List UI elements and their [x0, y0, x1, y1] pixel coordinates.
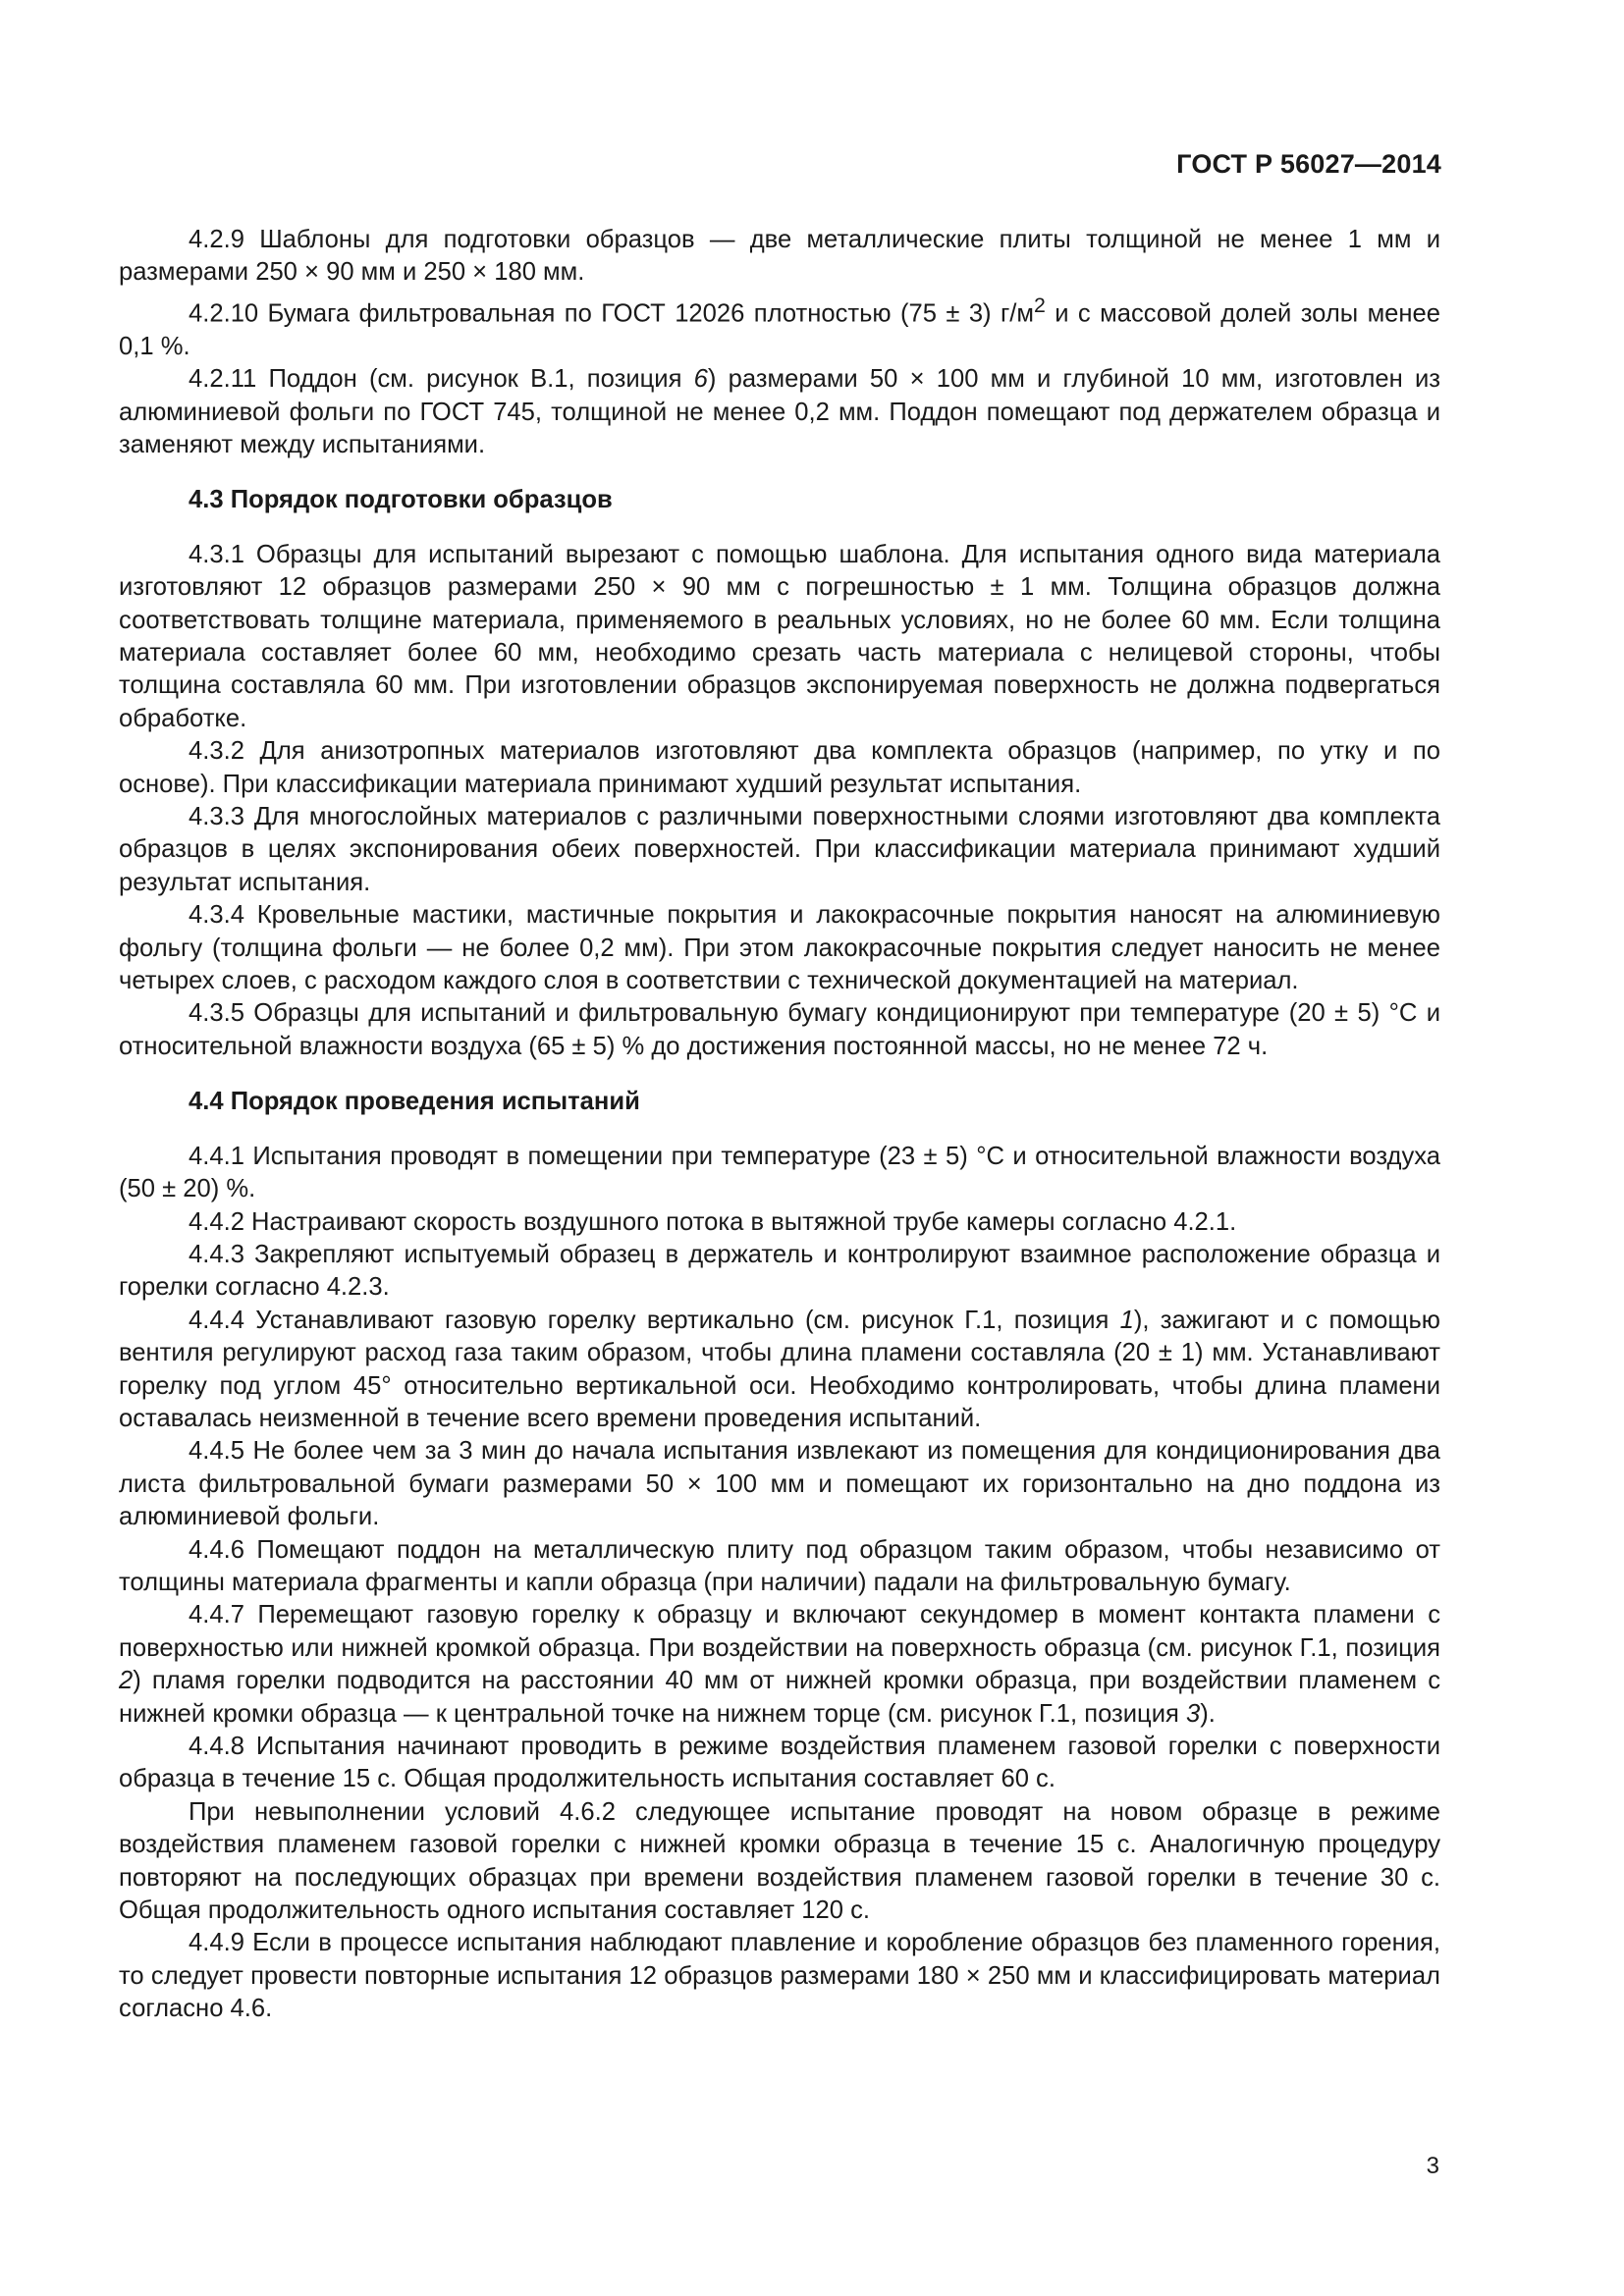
paragraph-4-4-3: 4.4.3 Закрепляют испытуемый образец в держатель и контролируют взаимное расположение образца и горелки согласно 4.2.3. — [119, 1240, 1440, 1302]
position-ref: 2 — [119, 1667, 134, 1695]
paragraph-4-2-9: 4.2.9 Шаблоны для подготовки образцов — две металлические плиты толщиной не менее 1 мм и размерами 250 × 90 мм и 250 × 180 мм. — [119, 226, 1440, 287]
position-ref: 1 — [1119, 1306, 1134, 1334]
paragraph-text: ) пламя горелки подводится на расстоянии 40 мм от нижней кромки образца, при воздействии пламенем с нижней кромки образца — к центральной точке на нижнем торце (см. рисунок Г.1, позиция — [119, 1667, 1440, 1728]
paragraph-4-3-4: 4.3.4 Кровельные мастики, мастичные покрытия и лакокрасочные покрытия наносят на алюминиевую фольгу (толщина фольги — не более 0,2 мм). При этом лакокрасочные покрытия следует наносить не менее четырех слоев, с расходом каждого слоя в соответствии с технической документацией на материал. — [119, 901, 1440, 995]
paragraph-4-4-1: 4.4.1 Испытания проводят в помещении при температуре (23 ± 5) °С и относительной влажности воздуха (50 ± 20) %. — [119, 1142, 1440, 1203]
section-heading-4-4: 4.4 Порядок проведения испытаний — [189, 1088, 640, 1116]
paragraph-text: 4.4.4 Устанавливают газовую горелку вертикально (см. рисунок Г.1, позиция — [189, 1306, 1120, 1334]
paragraph-text: 4.4.7 Перемещают газовую горелку к образцу и включают секундомер в момент контакта пламени с поверхностью или нижней кромкой образца. При воздействии на поверхность образца (см. рисунок Г.1, позиция — [119, 1601, 1440, 1662]
paragraph-text: и с массовой долей золы менее 0,1 %. — [119, 299, 1440, 360]
paragraph-4-4-9: 4.4.9 Если в процессе испытания наблюдают плавление и коробление образцов без пламенного горения, то следует провести повторные испытания 12 образцов размерами 180 × 250 мм и классифицировать материал согласно 4.6. — [119, 1929, 1440, 2023]
paragraph-4-4-8: 4.4.8 Испытания начинают проводить в режиме воздействия пламенем газовой горелки с поверхности образца в течение 15 с. Общая продолжительность испытания составляет 60 с. — [119, 1733, 1440, 1793]
position-ref: 3 — [1185, 1699, 1201, 1728]
paragraph-text: ) размерами 50 × 100 мм и глубиной 10 мм, изготовлен из алюминиевой фольги по ГОСТ 745, толщиной не менее 0,2 мм. Поддон помещают под держателем образца и заменяют между испытаниями. — [119, 365, 1440, 458]
paragraph-4-4-2: 4.4.2 Настраивают скорость воздушного потока в вытяжной трубе камеры согласно 4.2.1. — [189, 1207, 1237, 1236]
paragraph-4-4-7 — [119, 1599, 1440, 1731]
section-heading-4-3: 4.3 Порядок подготовки образцов — [189, 486, 613, 514]
paragraph-4-3-1: 4.3.1 Образцы для испытаний вырезают с помощью шаблона. Для испытания одного вида материала изготовляют 12 образцов размерами 250 × 90 мм с погрешностью ± 1 мм. Толщина образцов должна соответствовать толщине материала, применяемого в реальных условиях, но не более 60 мм. Если толщина материала составляет более 60 мм, необходимо срезать часть материала с нелицевой стороны, чтобы толщина составляла 60 мм. При изготовлении образцов экспонируемая поверхность не должна подвергаться обработке. — [119, 540, 1440, 732]
paragraph-text: ). — [1200, 1699, 1216, 1728]
paragraph-4-3-5: 4.3.5 Образцы для испытаний и фильтровальную бумагу кондиционируют при температуре (20 ± 5) °С и относительной влажности воздуха (65 ± 5) % до достижения постоянной массы, но не менее 72 ч. — [119, 999, 1440, 1060]
paragraph-4-2-11 — [119, 363, 1440, 461]
document-body — [119, 224, 1440, 2026]
paragraph-4-3-3: 4.3.3 Для многослойных материалов с различными поверхностными слоями изготовляют два комплекта образцов в целях экспонирования обеих поверхностей. При классификации материала принимают худший результат испытания. — [119, 803, 1440, 896]
paragraph-4-4-8-continuation: При невыполнении условий 4.6.2 следующее испытание проводят на новом образце в режиме воздействия пламенем газовой горелки с нижней кромки образца в течение 15 с. Аналогичную процедуру повторяют на последующих образцах при времени воздействия пламенем газовой горелки в течение 30 с. Общая продолжительность одного испытания составляет 120 с. — [119, 1797, 1440, 1925]
paragraph-text: ), зажигают и с помощью вентиля регулируют расход газа таким образом, чтобы длина пламени составляла (20 ± 1) мм. Устанавливают горелку под углом 45° относительно вертикальной оси. Необходимо контролировать, чтобы длина пламени оставалась неизменной в течение всего времени проведения испытаний. — [119, 1306, 1440, 1432]
paragraph-text: 4.2.10 Бумага фильтровальная по ГОСТ 12026 плотностью (75 ± 3) г/м — [189, 299, 1034, 328]
paragraph-4-4-5: 4.4.5 Не более чем за 3 мин до начала испытания извлекают из помещения для кондиционирования два листа фильтровальной бумаги размерами 50 × 100 мм и помещают их горизонтально на дно поддона из алюминиевой фольги. — [119, 1437, 1440, 1531]
paragraph-4-2-10 — [119, 290, 1440, 363]
paragraph-4-3-2: 4.3.2 Для анизотропных материалов изготовляют два комплекта образцов (например, по утку и по основе). При классификации материала принимают худший результат испытания. — [119, 737, 1440, 798]
superscript: 2 — [1034, 293, 1046, 317]
page-number: 3 — [1426, 2153, 1439, 2179]
document-code-header: ГОСТ Р 56027—2014 — [1176, 149, 1441, 179]
paragraph-text: 4.2.11 Поддон (см. рисунок В.1, позиция — [189, 365, 694, 394]
paragraph-4-4-6: 4.4.6 Помещают поддон на металлическую плиту под образцом таким образом, чтобы независимо от толщины материала фрагменты и капли образца (при наличии) падали на фильтровальную бумагу. — [119, 1535, 1440, 1596]
paragraph-4-4-4 — [119, 1305, 1440, 1436]
position-ref: 6 — [693, 365, 708, 394]
